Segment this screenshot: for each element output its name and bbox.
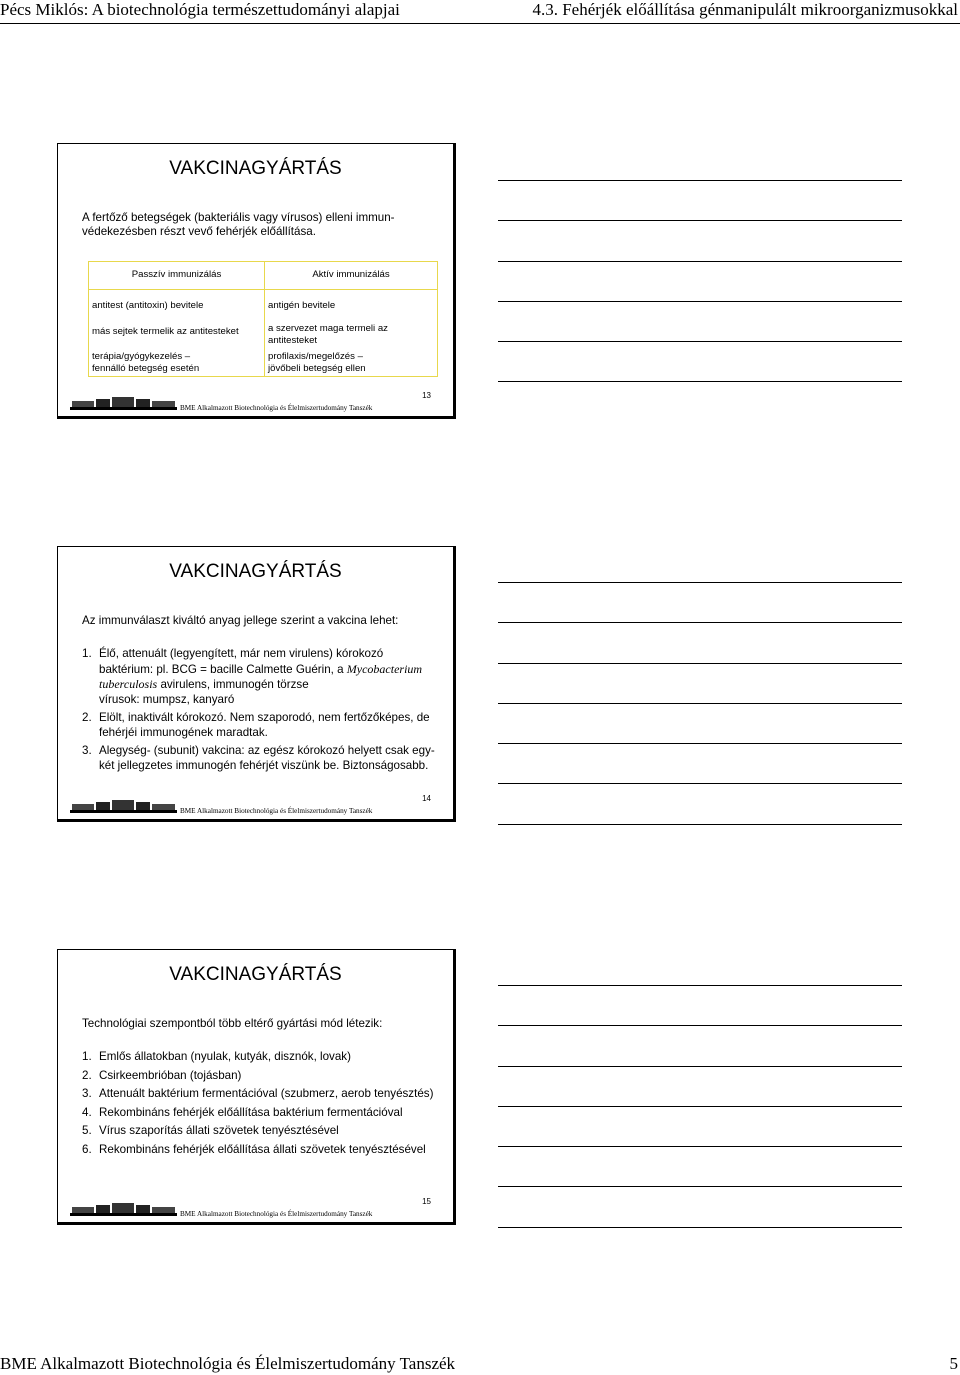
vaccine-type-list bbox=[82, 647, 437, 777]
immunization-table bbox=[88, 261, 438, 377]
list-item bbox=[82, 711, 437, 740]
list-item bbox=[82, 1050, 437, 1065]
slide-title: VAKCINAGYÁRTÁS bbox=[169, 561, 342, 582]
note-line bbox=[498, 1025, 902, 1026]
table-cell: a szervezet maga termeli az antitesteket bbox=[268, 323, 388, 346]
note-line bbox=[498, 985, 902, 986]
list-item bbox=[82, 1124, 437, 1139]
table-header-passive: Passzív immunizálás bbox=[131, 269, 222, 280]
notes-lines-14 bbox=[498, 582, 902, 864]
note-line bbox=[498, 743, 902, 744]
slide-14 bbox=[57, 546, 456, 822]
list-text-part: avirulens, immunogén törzse bbox=[157, 678, 309, 691]
list-number: 3. bbox=[82, 1087, 92, 1100]
list-text: Elölt, inaktivált kórokozó. Nem szaporodó, nem fertőzőképes, de fehérjéi immunogének maradtak. bbox=[99, 711, 430, 739]
slide-number: 13 bbox=[422, 391, 431, 400]
list-text-part: Élő, attenuált (legyengített, már nem virulens) kórokozó baktérium: pl. BCG = bacille Calmette Guérin, a bbox=[99, 647, 384, 676]
list-text: Emlős állatokban (nyulak, kutyák, disznók, lovak) bbox=[99, 1050, 351, 1063]
note-line bbox=[498, 783, 902, 784]
table-cell: antitest (antitoxin) bevitele bbox=[92, 300, 204, 311]
note-line bbox=[498, 301, 902, 302]
note-line bbox=[498, 1106, 902, 1107]
list-number: 1. bbox=[82, 1050, 92, 1063]
list-item bbox=[82, 1069, 437, 1084]
note-line bbox=[498, 180, 902, 181]
list-text: Rekombináns fehérjék előállítása állati szövetek tenyésztésével bbox=[99, 1142, 426, 1156]
list-item bbox=[82, 647, 437, 707]
note-line bbox=[498, 1227, 902, 1228]
slide-number: 15 bbox=[422, 1197, 431, 1206]
list-number: 2. bbox=[82, 711, 92, 724]
slide-footer-text: BME Alkalmazott Biotechnológia és Élelmiszertudomány Tanszék bbox=[180, 807, 373, 815]
page-footer-department: BME Alkalmazott Biotechnológia és Élelmiszertudomány Tanszék bbox=[0, 1354, 456, 1373]
notes-lines-15 bbox=[498, 985, 902, 1267]
slide-intro: A fertőző betegségek (bakteriális vagy vírusos) elleni immun-védekezésben részt vevő fehérjék előállítása. bbox=[82, 211, 395, 238]
slide-number: 14 bbox=[422, 794, 431, 803]
slide-title: VAKCINAGYÁRTÁS bbox=[169, 964, 342, 985]
species-name: Mycobacterium tuberculosis bbox=[99, 661, 423, 691]
table-column-passive bbox=[89, 262, 264, 376]
list-number: 4. bbox=[82, 1105, 92, 1119]
page-header-section: 4.3. Fehérjék előállítása génmanipulált mikroorganizmusokkal bbox=[532, 0, 958, 19]
table-cell: terápia/gyógykezelés – fennálló betegség esetén bbox=[92, 351, 200, 374]
list-item bbox=[82, 1106, 437, 1121]
table-cell: más sejtek termelik az antitesteket bbox=[92, 326, 239, 337]
note-line bbox=[498, 381, 902, 382]
table-cell: antigén bevitele bbox=[268, 300, 336, 311]
list-text bbox=[99, 647, 437, 707]
slide-intro: Az immunválaszt kiváltó anyag jellege szerint a vakcina lehet: bbox=[82, 614, 399, 627]
page-number: 5 bbox=[949, 1354, 958, 1373]
note-line bbox=[498, 220, 902, 221]
slide-footer-text: BME Alkalmazott Biotechnológia és Élelmiszertudomány Tanszék bbox=[180, 404, 373, 412]
table-header-active: Aktív immunizálás bbox=[312, 269, 390, 280]
list-number: 5. bbox=[82, 1124, 92, 1137]
production-method-list bbox=[82, 1050, 437, 1161]
page-header-title: Pécs Miklós: A biotechnológia természettudományi alapjai bbox=[0, 0, 400, 19]
list-text: Vírus szaporítás állati szövetek tenyésztésével bbox=[99, 1124, 339, 1137]
table-cell: profilaxis/megelőzés – jövőbeli betegség ellen bbox=[268, 351, 366, 374]
university-building-logo bbox=[70, 799, 177, 813]
list-number: 3. bbox=[82, 744, 92, 757]
university-building-logo bbox=[70, 1202, 177, 1216]
slide-footer-text: BME Alkalmazott Biotechnológia és Élelmiszertudomány Tanszék bbox=[180, 1210, 373, 1218]
list-text-part: vírusok: mumpsz, kanyaró bbox=[99, 692, 235, 706]
note-line bbox=[498, 703, 902, 704]
list-item bbox=[82, 1087, 437, 1102]
note-line bbox=[498, 261, 902, 262]
note-line bbox=[498, 1146, 902, 1147]
note-line bbox=[498, 824, 902, 825]
list-item bbox=[82, 744, 437, 773]
note-line bbox=[498, 341, 902, 342]
table-column-active bbox=[264, 262, 437, 376]
list-text: Attenuált baktérium fermentációval (szubmerz, aerob tenyésztés) bbox=[99, 1087, 434, 1100]
note-line bbox=[498, 622, 902, 623]
slide-13 bbox=[57, 143, 456, 419]
list-text: Csirkeembrióban (tojásban) bbox=[99, 1068, 242, 1082]
slide-title: VAKCINAGYÁRTÁS bbox=[169, 158, 342, 179]
list-item bbox=[82, 1143, 437, 1158]
note-line bbox=[498, 1066, 902, 1067]
note-line bbox=[498, 663, 902, 664]
note-line bbox=[498, 1186, 902, 1187]
list-number: 1. bbox=[82, 647, 92, 660]
notes-lines-13 bbox=[498, 180, 902, 422]
header-divider bbox=[0, 23, 960, 24]
note-line bbox=[498, 582, 902, 583]
list-text: Alegység- (subunit) vakcina: az egész kórokozó helyett csak egy-két jellegzetes immunogén fehérjét viszünk be. Biztonságosabb. bbox=[99, 744, 435, 772]
slide-15 bbox=[57, 949, 456, 1225]
list-text: Rekombináns fehérjék előállítása baktérium fermentációval bbox=[99, 1105, 403, 1119]
slide-intro: Technológiai szempontból több eltérő gyártási mód létezik: bbox=[82, 1017, 383, 1030]
university-building-logo bbox=[70, 396, 177, 410]
list-number: 6. bbox=[82, 1142, 92, 1156]
list-number: 2. bbox=[82, 1068, 92, 1082]
